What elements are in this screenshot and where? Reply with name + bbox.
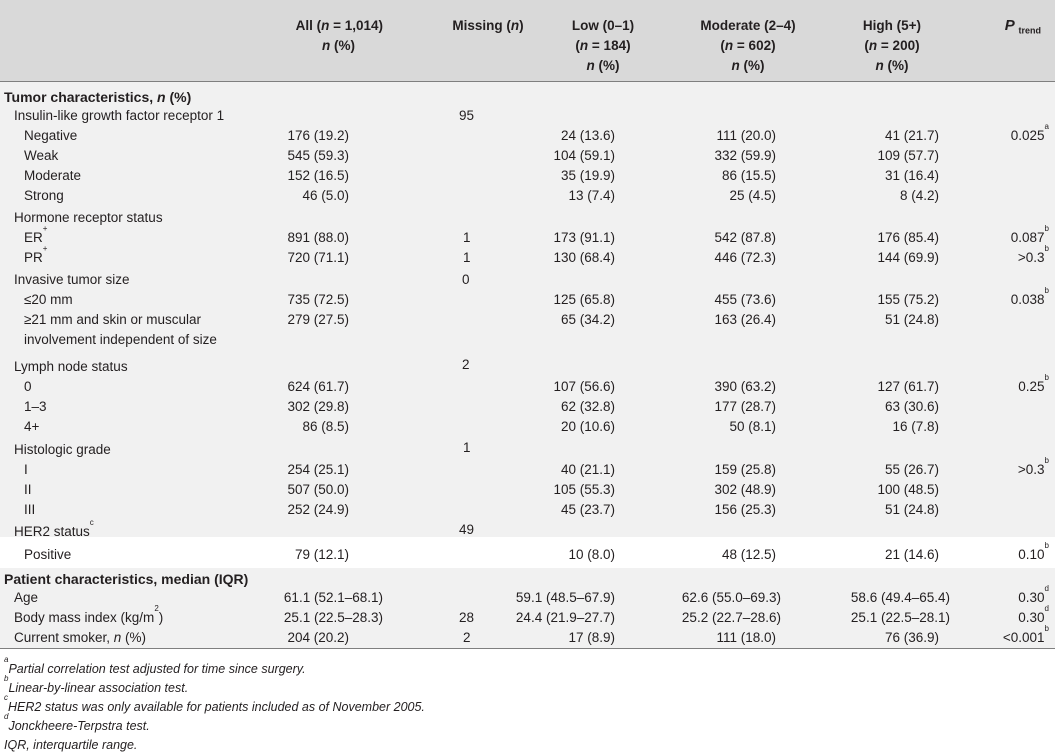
row-hormone-receptor-label: Hormone receptor status bbox=[14, 210, 163, 225]
row-ln13-label: 1–3 bbox=[24, 399, 47, 414]
header-p-trend: P $_{trend}$ bbox=[1004, 17, 1041, 36]
row-strong-low: 13 (7.4) bbox=[568, 188, 615, 203]
row-her2-positive-moderate: 48 (12.5) bbox=[721, 547, 776, 562]
header-high-unit: n (%) bbox=[875, 58, 909, 73]
header-all-unit: n (%) bbox=[322, 38, 355, 53]
row-age-moderate: 62.6 (55.0–69.3) bbox=[681, 590, 781, 605]
row-moderate-all: 152 (16.5) bbox=[287, 168, 349, 183]
footnote-iqr: IQR, interquartile range. bbox=[4, 738, 138, 752]
row-grade3-low: 45 (23.7) bbox=[560, 502, 615, 517]
row-pr-p: >0.3$^b$ bbox=[1017, 244, 1049, 265]
section-tumor-characteristics: Tumor characteristics, n (%) bbox=[4, 89, 192, 105]
row-negative-low: 24 (13.6) bbox=[560, 128, 615, 143]
row-ln4-all: 86 (8.5) bbox=[302, 419, 349, 434]
row-her2-positive-low: 10 (8.0) bbox=[568, 547, 615, 562]
row-ge21-label: ≥21 mm and skin or muscular bbox=[24, 312, 201, 327]
row-grade2-high: 100 (48.5) bbox=[877, 482, 939, 497]
row-ge21-low: 65 (34.2) bbox=[560, 312, 615, 327]
row-er-label: ER+ bbox=[24, 224, 48, 245]
row-grade3-moderate: 156 (25.3) bbox=[714, 502, 776, 517]
row-ln0-moderate: 390 (63.2) bbox=[714, 379, 776, 394]
row-bmi-p: 0.30$^d$ bbox=[1018, 604, 1049, 625]
row-weak-moderate: 332 (59.9) bbox=[714, 148, 776, 163]
row-negative-moderate: 111 (20.0) bbox=[716, 128, 776, 143]
row-grade3-label: III bbox=[24, 502, 36, 517]
row-ln4-low: 20 (10.6) bbox=[560, 419, 615, 434]
row-le20-moderate: 455 (73.6) bbox=[714, 292, 776, 307]
row-grade1-all: 254 (25.1) bbox=[287, 462, 349, 477]
row-grade2-moderate: 302 (48.9) bbox=[714, 482, 776, 497]
row-pr-high: 144 (69.9) bbox=[877, 250, 939, 265]
row-smoker-p: <0.001$^b$ bbox=[1002, 624, 1049, 645]
row-weak-all: 545 (59.3) bbox=[287, 148, 349, 163]
row-bmi-missing: 28 bbox=[459, 610, 475, 625]
row-ln0-label: 0 bbox=[24, 379, 32, 394]
row-ln13-low: 62 (32.8) bbox=[560, 399, 615, 414]
row-pr-missing: 1 bbox=[463, 250, 471, 265]
row-lymph-node-label: Lymph node status bbox=[14, 359, 128, 374]
footnote-d: $^d$Jonckheere-Terpstra test. bbox=[4, 712, 150, 733]
row-moderate-label: Moderate bbox=[24, 168, 82, 183]
row-strong-high: 8 (4.2) bbox=[899, 188, 939, 203]
row-ln0-p: 0.25$^b$ bbox=[1018, 373, 1049, 394]
row-bmi-moderate: 25.2 (22.7–28.6) bbox=[681, 610, 781, 625]
row-bmi-all: 25.1 (22.5–28.3) bbox=[283, 610, 383, 625]
row-weak-low: 104 (59.1) bbox=[553, 148, 615, 163]
row-ln0-high: 127 (61.7) bbox=[877, 379, 939, 394]
row-er-high: 176 (85.4) bbox=[877, 230, 939, 245]
row-age-high: 58.6 (49.4–65.4) bbox=[850, 590, 950, 605]
row-grade2-label: II bbox=[24, 482, 32, 497]
row-strong-all: 46 (5.0) bbox=[302, 188, 349, 203]
row-grade1-p: >0.3$^b$ bbox=[1017, 456, 1049, 477]
row-le20-all: 735 (72.5) bbox=[287, 292, 349, 307]
header-moderate-unit: n (%) bbox=[731, 58, 765, 73]
row-grade1-moderate: 159 (25.8) bbox=[714, 462, 776, 477]
row-ge21-moderate: 163 (26.4) bbox=[714, 312, 776, 327]
footnote-c: $^c$HER2 status was only available for patients included as of November 2005. bbox=[4, 693, 425, 714]
row-bmi-label: Body mass index $(kg/m^2)$ bbox=[14, 604, 164, 625]
row-er-all: 891 (88.0) bbox=[287, 230, 349, 245]
row-negative-high: 41 (21.7) bbox=[884, 128, 939, 143]
header-all: All (n = 1,014) bbox=[295, 18, 383, 33]
row-grade1-label: I bbox=[24, 462, 28, 477]
row-grade3-all: 252 (24.9) bbox=[287, 502, 349, 517]
row-her2-missing: 49 bbox=[459, 522, 475, 537]
row-ln13-high: 63 (30.6) bbox=[884, 399, 939, 414]
row-er-low: 173 (91.1) bbox=[553, 230, 615, 245]
row-tumor-size-label: Invasive tumor size bbox=[14, 272, 130, 287]
header-low-unit: n (%) bbox=[586, 58, 620, 73]
row-strong-moderate: 25 (4.5) bbox=[729, 188, 776, 203]
row-grade1-high: 55 (26.7) bbox=[884, 462, 939, 477]
header-low: Low (0–1) bbox=[571, 18, 635, 33]
row-smoker-moderate: 111 (18.0) bbox=[716, 630, 776, 645]
row-ln13-all: 302 (29.8) bbox=[287, 399, 349, 414]
header-moderate: Moderate (2–4) bbox=[700, 18, 796, 33]
row-ln13-moderate: 177 (28.7) bbox=[714, 399, 776, 414]
row-her2-positive-p: 0.10$^b$ bbox=[1018, 541, 1049, 562]
row-le20-p: 0.038$^b$ bbox=[1010, 286, 1049, 307]
row-age-label: Age bbox=[14, 590, 39, 605]
row-ln0-low: 107 (56.6) bbox=[553, 379, 615, 394]
row-ln4-label: 4+ bbox=[24, 419, 40, 434]
row-er-missing: 1 bbox=[463, 230, 471, 245]
row-her2-positive-all: 79 (12.1) bbox=[294, 547, 349, 562]
row-negative-p: 0.025$^a$ bbox=[1010, 122, 1049, 143]
row-smoker-all: 204 (20.2) bbox=[287, 630, 349, 645]
row-pr-all: 720 (71.1) bbox=[287, 250, 349, 265]
row-negative-all: 176 (19.2) bbox=[287, 128, 349, 143]
row-grade3-high: 51 (24.8) bbox=[884, 502, 939, 517]
row-her2-positive-label: Positive bbox=[24, 547, 72, 562]
row-pr-low: 130 (68.4) bbox=[553, 250, 615, 265]
row-ln4-high: 16 (7.8) bbox=[892, 419, 939, 434]
row-ge21-high: 51 (24.8) bbox=[884, 312, 939, 327]
row-moderate-low: 35 (19.9) bbox=[560, 168, 615, 183]
row-bmi-high: 25.1 (22.5–28.1) bbox=[850, 610, 950, 625]
row-negative-label: Negative bbox=[24, 128, 78, 143]
row-weak-label: Weak bbox=[24, 148, 59, 163]
row-le20-high: 155 (75.2) bbox=[877, 292, 939, 307]
row-pr-moderate: 446 (72.3) bbox=[714, 250, 776, 265]
row-grade2-all: 507 (50.0) bbox=[287, 482, 349, 497]
row-pr-label: PR+ bbox=[24, 244, 48, 265]
row-igf1r-missing: 95 bbox=[459, 108, 475, 123]
row-age-low: 59.1 (48.5–67.9) bbox=[515, 590, 615, 605]
row-smoker-missing: 2 bbox=[463, 630, 471, 645]
row-smoker-label: Current smoker, n (%) bbox=[14, 630, 147, 645]
row-ln4-moderate: 50 (8.1) bbox=[729, 419, 776, 434]
row-grade2-low: 105 (55.3) bbox=[553, 482, 615, 497]
table-bottom-rule bbox=[0, 648, 1055, 649]
row-ge21-all: 279 (27.5) bbox=[287, 312, 349, 327]
row-lymph-node-missing: 2 bbox=[462, 357, 470, 372]
row-le20-label: ≤20 mm bbox=[24, 292, 73, 307]
footnote-a: $^a$Partial correlation test adjusted for time since surgery. bbox=[4, 655, 306, 676]
header-rule bbox=[0, 81, 1055, 82]
row-histologic-grade-label: Histologic grade bbox=[14, 442, 111, 457]
footnote-b: $^b$Linear-by-linear association test. bbox=[4, 674, 189, 695]
header-high-n: (n = 200) bbox=[864, 38, 920, 53]
header-missing: Missing (n) bbox=[452, 18, 524, 33]
row-smoker-high: 76 (36.9) bbox=[884, 630, 939, 645]
row-grade1-low: 40 (21.1) bbox=[560, 462, 615, 477]
header-high: High (5+) bbox=[862, 18, 922, 33]
row-er-moderate: 542 (87.8) bbox=[714, 230, 776, 245]
row-strong-label: Strong bbox=[24, 188, 64, 203]
row-smoker-low: 17 (8.9) bbox=[568, 630, 615, 645]
row-age-p: 0.30$^d$ bbox=[1018, 584, 1049, 605]
row-le20-low: 125 (65.8) bbox=[553, 292, 615, 307]
row-igf1r-label: Insulin-like growth factor receptor 1 bbox=[14, 108, 225, 123]
row-moderate-moderate: 86 (15.5) bbox=[721, 168, 776, 183]
row-histologic-grade-missing: 1 bbox=[463, 440, 471, 455]
row-ln0-all: 624 (61.7) bbox=[287, 379, 349, 394]
row-moderate-high: 31 (16.4) bbox=[884, 168, 939, 183]
row-age-all: 61.1 (52.1–68.1) bbox=[283, 590, 383, 605]
row-bmi-low: 24.4 (21.9–27.7) bbox=[515, 610, 615, 625]
row-tumor-size-missing: 0 bbox=[462, 272, 470, 287]
section-patient-characteristics: Patient characteristics, median (IQR) bbox=[4, 571, 249, 587]
row-ge21-label-line2: involvement independent of size bbox=[24, 332, 217, 347]
row-weak-high: 109 (57.7) bbox=[877, 148, 939, 163]
row-her2-label: HER2 status$^c$ bbox=[14, 518, 94, 539]
header-low-n: (n = 184) bbox=[575, 38, 631, 53]
row-her2-positive-high: 21 (14.6) bbox=[884, 547, 939, 562]
header-moderate-n: (n = 602) bbox=[720, 38, 776, 53]
row-er-p: 0.087$^b$ bbox=[1010, 224, 1049, 245]
